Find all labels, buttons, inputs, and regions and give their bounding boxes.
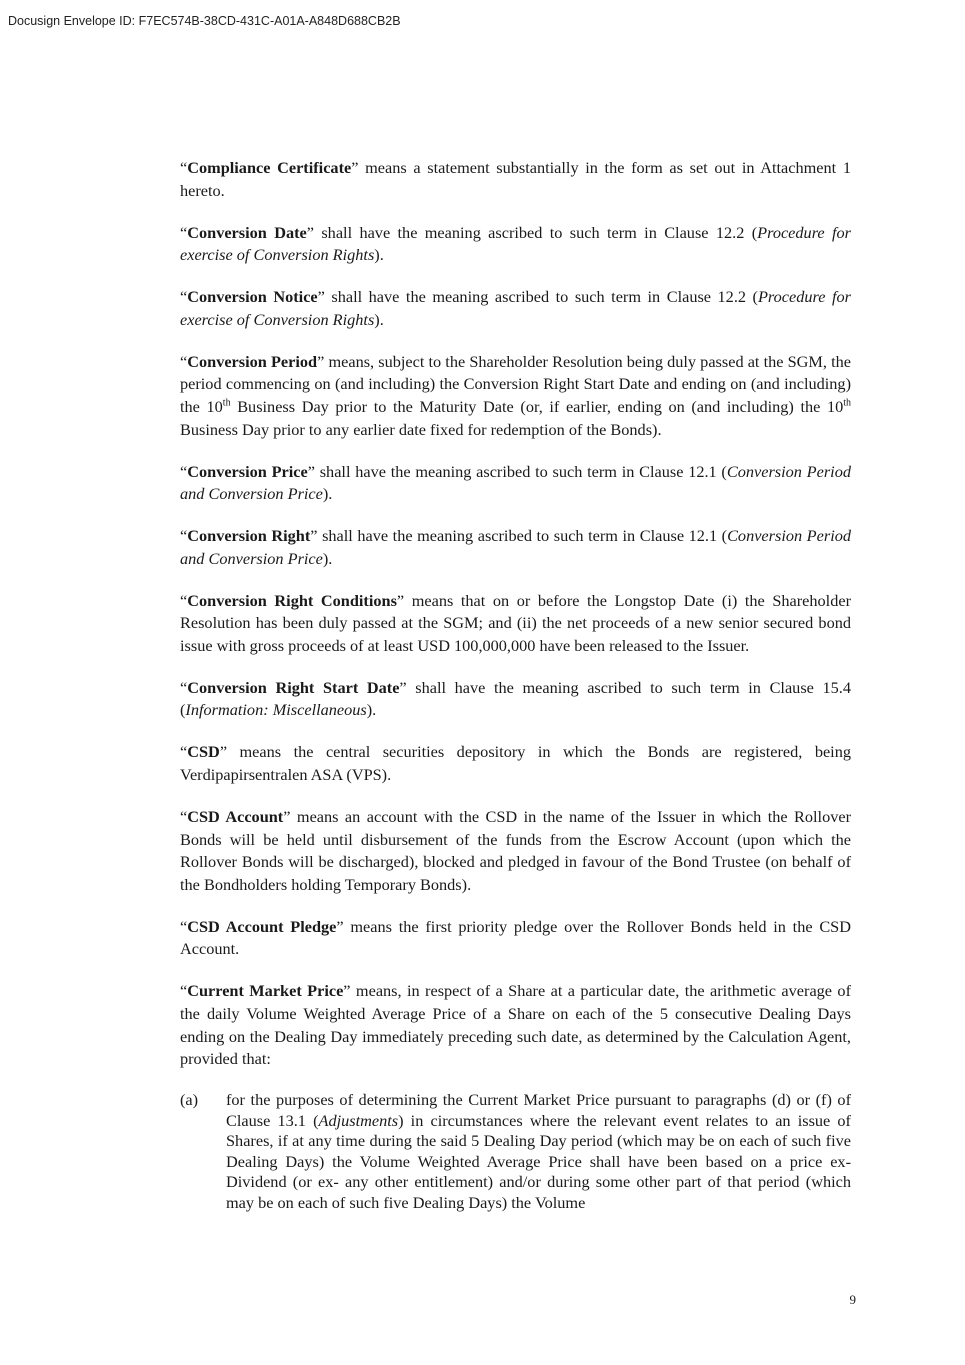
- list-item-label: (a): [180, 1090, 199, 1110]
- definition-term: CSD Account: [187, 806, 284, 826]
- definitions-section: [180, 157, 851, 1214]
- definition-conversion-price: “Conversion Price” shall have the meaning ascribed to such term in Clause 12.1 (Conversion Period and Conversion Price).: [180, 461, 851, 504]
- definition-term: CSD: [187, 742, 220, 762]
- docusign-envelope-id: Docusign Envelope ID: F7EC574B-38CD-431C-A01A-A848D688CB2B: [8, 14, 401, 28]
- page-number: 9: [849, 1292, 856, 1307]
- definition-current-market-price: “Current Market Price” means, in respect of a Share at a particular date, the arithmetic average of the daily Volume Weighted Average Price of a Share on each of the 5 consecutive Dealing Days ending on the Dealing Day immediately preceding such date, as determined by the Calculation Agent, provided that:: [180, 981, 851, 1069]
- definition-term: Conversion Date: [187, 222, 307, 242]
- definition-term: Conversion Right Conditions: [187, 590, 397, 610]
- definition-conversion-period: “Conversion Period” means, subject to the Shareholder Resolution being duly passed at the SGM, the period commencing on (and including) the Conversion Right Start Date and ending on (and including) the 10th Business Day prior to the Maturity Date (or, if earlier, ending on (and including) the 10th Business Day prior to any earlier date fixed for redemption of the Bonds).: [180, 351, 852, 439]
- definition-term: CSD Account Pledge: [187, 916, 337, 936]
- definition-term: Compliance Certificate: [187, 158, 352, 177]
- definition-csd-account-pledge: “CSD Account Pledge” means the first priority pledge over the Rollover Bonds held in the CSD Account.: [180, 916, 851, 959]
- clause-reference: Adjustments: [318, 1110, 399, 1130]
- list-item-a: [180, 1090, 851, 1214]
- definition-conversion-date: “Conversion Date” shall have the meaning ascribed to such term in Clause 12.2 (Procedure for exercise of Conversion Rights).: [180, 222, 852, 265]
- definition-term: Conversion Price: [187, 461, 308, 481]
- definition-term: Conversion Right: [187, 526, 311, 546]
- definition-conversion-right-start-date: “Conversion Right Start Date” shall have the meaning ascribed to such term in Clause 15.4 (Information: Miscellaneous).: [180, 677, 851, 720]
- definition-csd: “CSD” means the central securities depository in which the Bonds are registered, being Verdipapirsentralen ASA (VPS).: [180, 742, 851, 784]
- definition-term: Conversion Period: [187, 351, 318, 371]
- definition-conversion-notice: “Conversion Notice” shall have the meaning ascribed to such term in Clause 12.2 (Procedure for exercise of Conversion Rights).: [180, 287, 851, 329]
- definition-conversion-right-conditions: “Conversion Right Conditions” means that on or before the Longstop Date (i) the Shareholder Resolution has been duly passed at the SGM; and (ii) the net proceeds of a new senior secured bond issue with gross proceeds of at least USD 100,000,000 have been released to the Issuer.: [180, 590, 851, 655]
- clause-reference: Conversion Period and Conversion Price: [180, 461, 851, 504]
- clause-reference: Procedure for exercise of Conversion Rights: [180, 222, 852, 265]
- definition-term: Conversion Right Start Date: [187, 677, 400, 697]
- clause-reference: Procedure for exercise of Conversion Rights: [180, 287, 851, 329]
- definition-conversion-right: “Conversion Right” shall have the meaning ascribed to such term in Clause 12.1 (Conversion Period and Conversion Price).: [180, 526, 851, 568]
- definition-term: Current Market Price: [187, 981, 344, 1001]
- definition-csd-account: “CSD Account” means an account with the CSD in the name of the Issuer in which the Rollover Bonds will be held until disbursement of the funds from the Escrow Account (upon which the Rollover Bonds will be discharged), blocked and pledged in favour of the Bond Trustee (on behalf of the Bondholders holding Temporary Bonds).: [180, 806, 852, 894]
- list-item-text: for the purposes of determining the Current Market Price pursuant to paragraphs (d) or (f) of Clause 13.1 (Adjustments) in circumstances where the relevant event relates to an issue of Shares, if at any time during the said 5 Dealing Day period (which may be on each of such five Dealing Days) the Volume Weighted Average Price shall have been based on a price ex-Dividend (or ex- any other entitlement) and/or during some other part of that period (which may be on each of such five Dealing Days) the Volume: [226, 1090, 851, 1213]
- definition-term: Conversion Notice: [187, 287, 318, 307]
- clause-reference: Information: Miscellaneous: [185, 700, 367, 720]
- definition-compliance-certificate: “Compliance Certificate” means a statement substantially in the form as set out in Attachment 1 hereto.: [180, 158, 851, 200]
- clause-reference: Conversion Period and Conversion Price: [180, 526, 851, 568]
